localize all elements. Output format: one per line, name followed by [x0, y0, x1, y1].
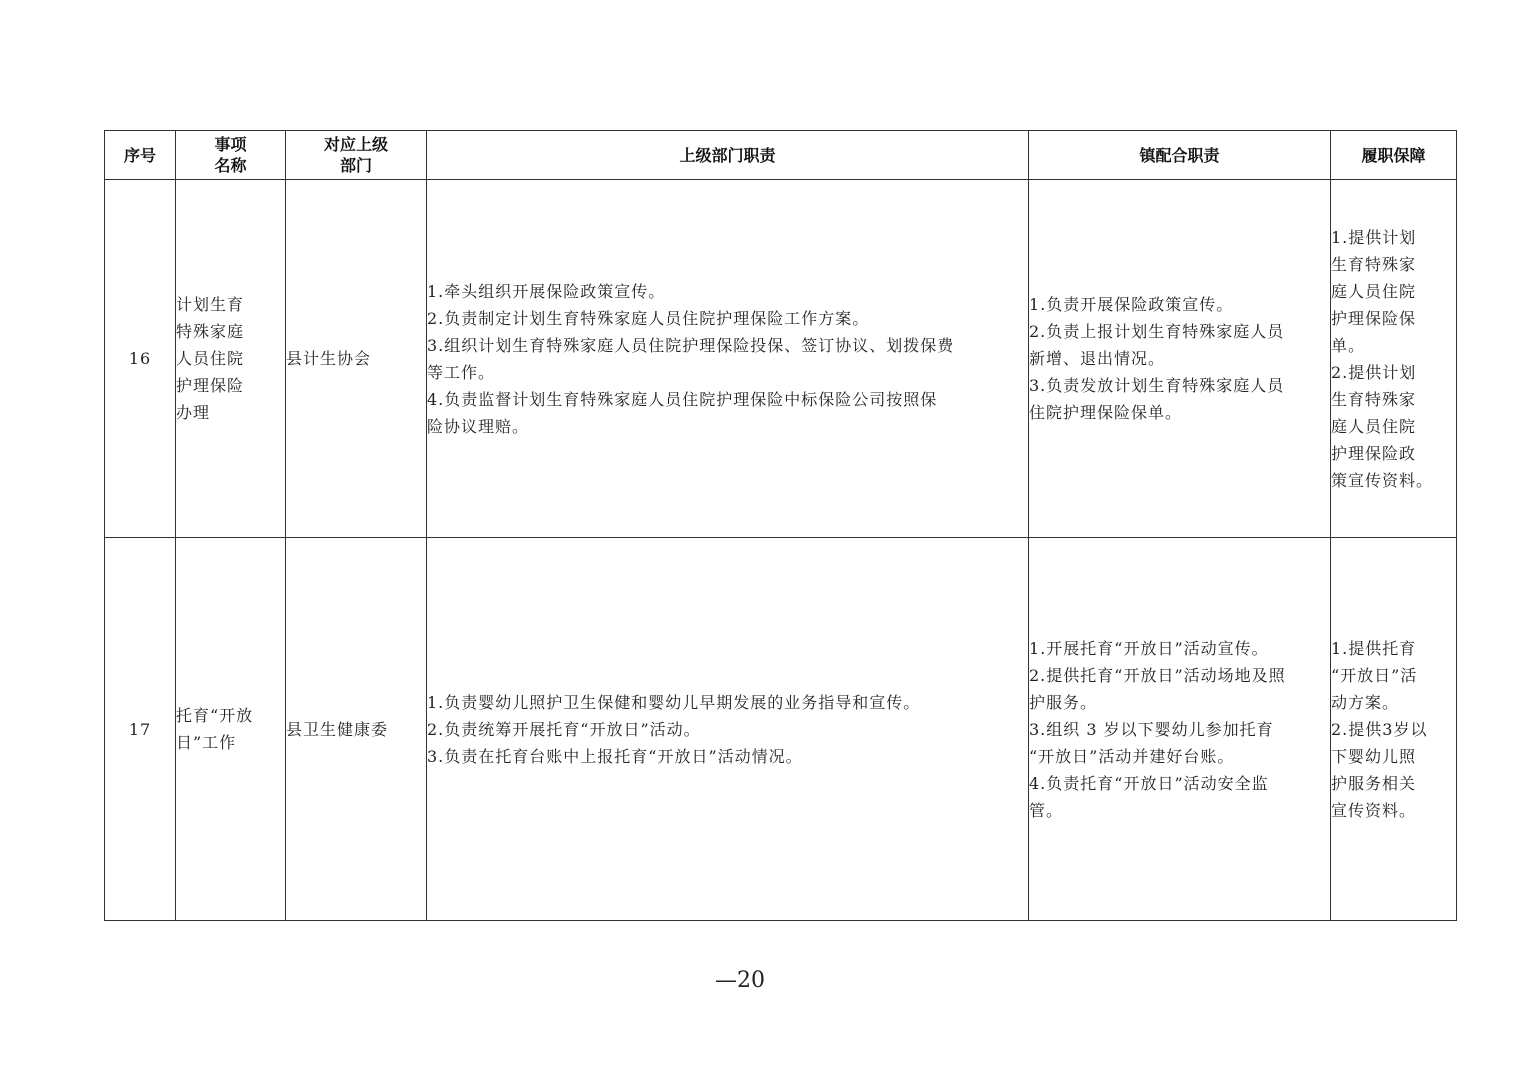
header-upper-dept-line: 部门	[339, 156, 372, 175]
town-duty-line: 1.负责开展保险政策宣传。	[1029, 295, 1234, 314]
item-name-line: 人员住院	[176, 349, 245, 368]
header-row	[105, 131, 1457, 180]
guarantee-cell	[1331, 180, 1457, 538]
guarantee-cell	[1331, 538, 1457, 921]
town-duty-cell	[1029, 538, 1331, 921]
guarantee-line: 宣传资料。	[1331, 800, 1417, 820]
upper-dept-cell: 县卫生健康委	[286, 538, 427, 921]
upper-duty-line: 险协议理赔。	[427, 416, 530, 436]
page-number: —20	[715, 968, 765, 993]
guarantee-line: 护理保险保	[1331, 308, 1417, 328]
upper-duty-line: 3.负责在托育台账中上报托育“开放日”活动情况。	[427, 746, 803, 766]
header-guarantee	[1331, 131, 1457, 180]
guarantee-line: 单。	[1331, 335, 1366, 355]
header-upper-duty	[427, 131, 1029, 180]
table-row	[105, 180, 1457, 538]
table-row	[105, 538, 1457, 921]
town-duty-line: 2.负责上报计划生育特殊家庭人员	[1029, 322, 1285, 341]
header-item-name-line: 名称	[214, 156, 247, 175]
guarantee-line: 2.提供3岁以	[1331, 719, 1428, 739]
upper-duty-line: 3.组织计划生育特殊家庭人员住院护理保险投保、签订协议、划拨保费	[427, 335, 955, 355]
item-name-cell	[176, 538, 286, 921]
seq-cell: 16	[105, 180, 176, 538]
header-item-name-line: 事项	[214, 135, 247, 154]
upper-duty-line: 1.负责婴幼儿照护卫生保健和婴幼儿早期发展的业务指导和宣传。	[427, 692, 921, 712]
seq-cell: 17	[105, 538, 176, 921]
town-duty-line: 3.负责发放计划生育特殊家庭人员	[1029, 376, 1285, 395]
duty-table	[104, 130, 1457, 921]
guarantee-line: 2.提供计划	[1331, 362, 1417, 382]
guarantee-line: “开放日”活	[1331, 665, 1418, 685]
guarantee-line: 1.提供托育	[1331, 638, 1417, 658]
guarantee-line: 庭人员住院	[1331, 416, 1417, 436]
guarantee-line: 生育特殊家	[1331, 254, 1417, 274]
item-name-line: 托育“开放	[176, 706, 254, 725]
item-name-line: 日”工作	[176, 733, 237, 752]
upper-duty-line: 2.负责统筹开展托育“开放日”活动。	[427, 719, 701, 739]
item-name-cell	[176, 180, 286, 538]
header-seq-line: 序号	[123, 145, 156, 165]
guarantee-line: 动方案。	[1331, 692, 1400, 712]
header-item-name	[176, 131, 286, 180]
item-name-line: 护理保险	[176, 376, 245, 395]
upper-duty-line: 等工作。	[427, 362, 496, 382]
guarantee-line: 生育特殊家	[1331, 389, 1417, 409]
header-upper-dept-line: 对应上级	[323, 135, 388, 154]
header-guarantee-line: 履职保障	[1361, 145, 1426, 165]
header-upper-dept	[286, 131, 427, 180]
header-town-duty-line: 镇配合职责	[1139, 145, 1220, 165]
upper-dept-cell: 县计生协会	[286, 180, 427, 538]
header-seq	[105, 131, 176, 180]
town-duty-cell	[1029, 180, 1331, 538]
item-name-line: 特殊家庭	[176, 322, 245, 341]
upper-duty-line: 2.负责制定计划生育特殊家庭人员住院护理保险工作方案。	[427, 308, 870, 328]
guarantee-line: 1.提供计划	[1331, 227, 1417, 247]
town-duty-line: 管。	[1029, 800, 1064, 820]
town-duty-line: 1.开展托育“开放日”活动宣传。	[1029, 638, 1269, 658]
guarantee-line: 护理保险政	[1331, 443, 1417, 463]
town-duty-line: 2.提供托育“开放日”活动场地及照	[1029, 665, 1286, 685]
guarantee-line: 护服务相关	[1331, 773, 1417, 793]
item-name-line: 办理	[176, 403, 211, 422]
upper-duty-line: 4.负责监督计划生育特殊家庭人员住院护理保险中标保险公司按照保	[427, 389, 938, 409]
town-duty-line: 新增、退出情况。	[1029, 349, 1166, 368]
town-duty-line: “开放日”活动并建好台账。	[1029, 746, 1235, 766]
town-duty-line: 4.负责托育“开放日”活动安全监	[1029, 773, 1269, 793]
town-duty-line: 住院护理保险保单。	[1029, 403, 1183, 422]
upper-duty-cell	[427, 538, 1029, 921]
header-upper-duty-line: 上级部门职责	[679, 145, 776, 165]
town-duty-line: 护服务。	[1029, 692, 1098, 712]
header-town-duty	[1029, 131, 1331, 180]
upper-duty-line: 1.牵头组织开展保险政策宣传。	[427, 281, 666, 301]
guarantee-line: 庭人员住院	[1331, 281, 1417, 301]
town-duty-line: 3.组织 3 岁以下婴幼儿参加托育	[1029, 719, 1274, 739]
guarantee-line: 策宣传资料。	[1331, 470, 1434, 490]
upper-duty-cell	[427, 180, 1029, 538]
guarantee-line: 下婴幼儿照	[1331, 746, 1417, 766]
item-name-line: 计划生育	[176, 295, 245, 314]
